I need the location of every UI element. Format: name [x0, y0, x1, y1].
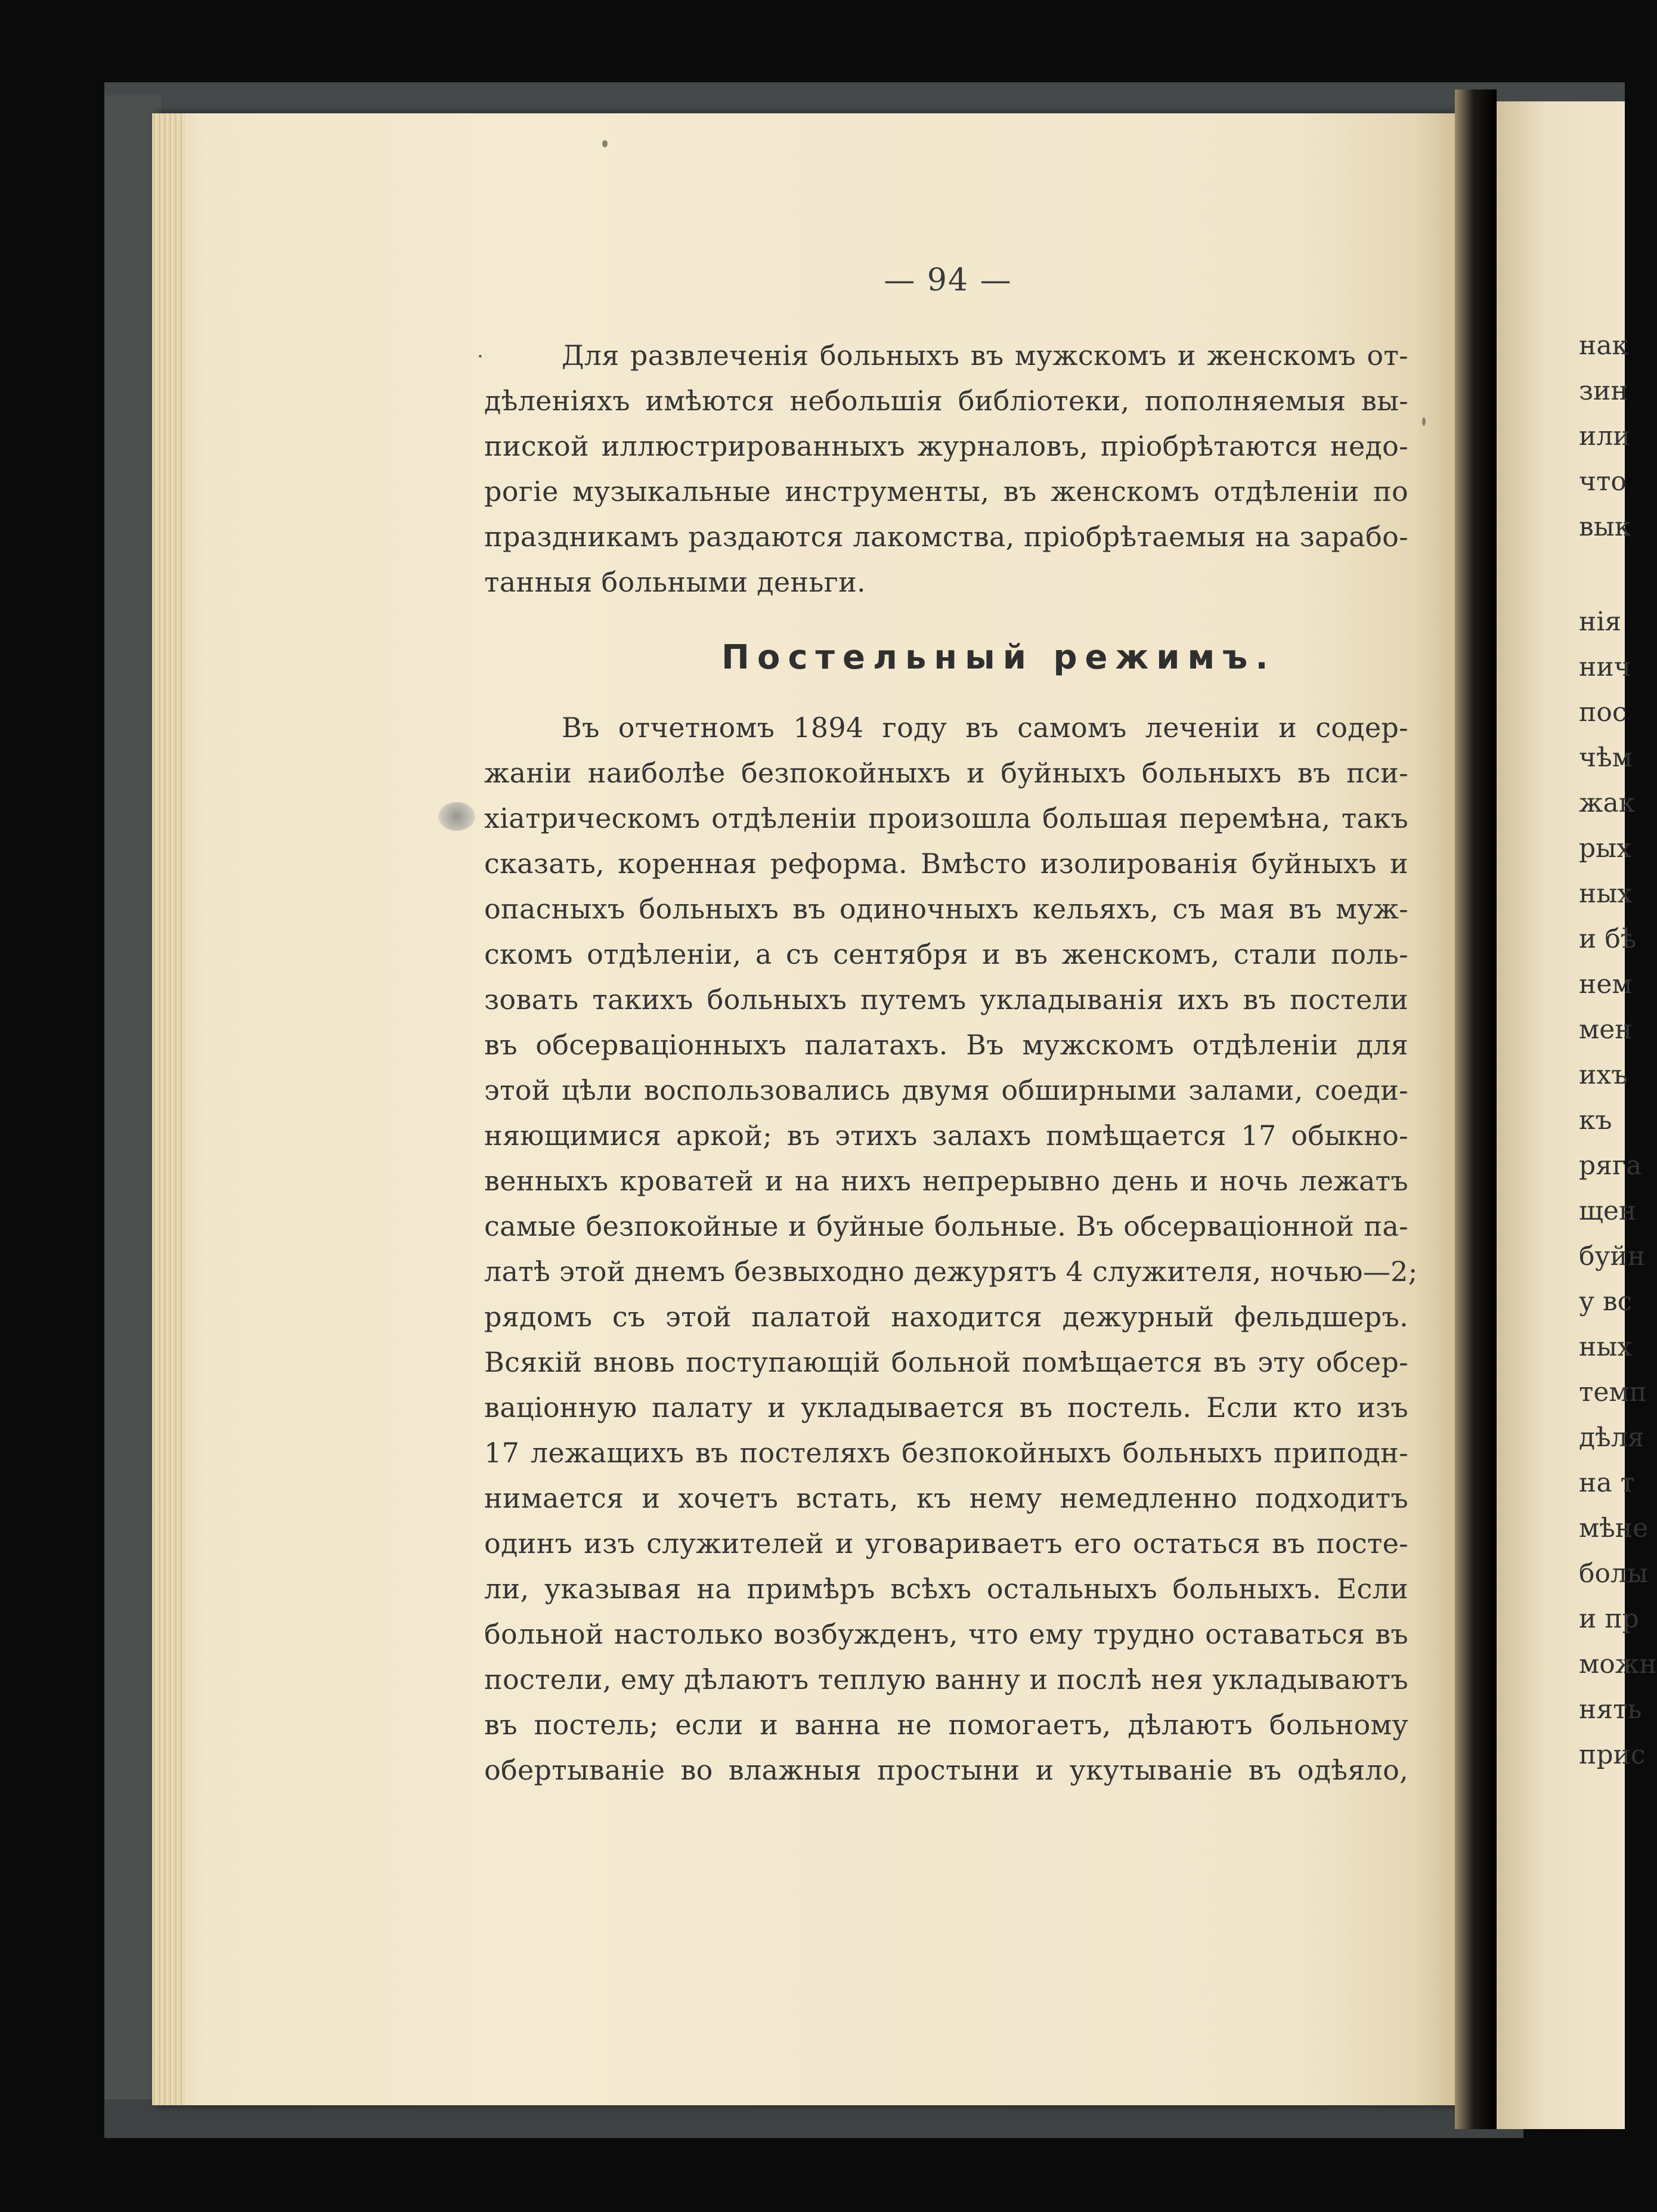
facing-line: чѣм: [1579, 743, 1633, 773]
text-line: ваціонную палату и укладывается въ постель. Если кто изъ: [484, 1391, 1408, 1424]
margin-dot: ·: [477, 345, 484, 369]
text-line: постели, ему дѣлаютъ теплую ванну и послѣ нея укладываютъ: [484, 1663, 1408, 1696]
text-line: ли, указывая на примѣръ всѣхъ остальныхъ больныхъ. Если: [484, 1573, 1408, 1605]
text-line: дѣленіяхъ имѣются небольшія библіотеки, пополняемыя вы-: [484, 385, 1408, 417]
text-line: больной настолько возбужденъ, что ему трудно оставаться въ: [484, 1618, 1408, 1650]
facing-line: буйн: [1579, 1241, 1646, 1271]
text-line: въ обсерваціонныхъ палатахъ. Въ мужскомъ отдѣленіи для: [484, 1029, 1408, 1061]
facing-line: мѣне: [1579, 1513, 1649, 1543]
text-line: нимается и хочетъ встать, къ нему немедленно подходитъ: [484, 1482, 1408, 1514]
text-line: Въ отчетномъ 1894 году въ самомъ леченіи и содер-: [562, 711, 1408, 744]
facing-line: мен: [1579, 1014, 1633, 1045]
text-line: пиской иллюстрированныхъ журналовъ, пріобрѣтаются недо-: [484, 430, 1408, 462]
text-line: Всякій вновь поступающій больной помѣщается въ эту обсер-: [484, 1346, 1408, 1378]
text-line: рядомъ съ этой палатой находится дежурный фельдшеръ.: [484, 1301, 1408, 1333]
section-heading: Постельный режимъ.: [721, 638, 1276, 677]
facing-line: ных: [1579, 1332, 1633, 1362]
facing-line: зин: [1579, 376, 1628, 406]
facing-line: къ: [1579, 1105, 1612, 1136]
text-line: одинъ изъ служителей и уговариваетъ его остаться въ посте-: [484, 1527, 1408, 1560]
text-line: скомъ отдѣленіи, а съ сентября и въ женскомъ, стали поль-: [484, 938, 1408, 970]
ink-stain: [438, 802, 475, 831]
text-line: самые безпокойные и буйные больные. Въ обсерваціонной па-: [484, 1210, 1408, 1242]
facing-line: у вс: [1579, 1286, 1633, 1317]
text-line: опасныхъ больныхъ въ одиночныхъ кельяхъ, съ мая въ муж-: [484, 893, 1408, 925]
facing-line: на т: [1579, 1468, 1635, 1498]
facing-line: болы: [1579, 1558, 1648, 1589]
facing-line: нак: [1579, 330, 1629, 361]
facing-line: ных: [1579, 878, 1633, 909]
text-line: рогіе музыкальные инструменты, въ женскомъ отдѣленіи по: [484, 475, 1408, 508]
page-edge: [152, 113, 185, 2105]
facing-line: темп: [1579, 1377, 1647, 1407]
facing-line: нять: [1579, 1694, 1642, 1725]
facing-line: рых: [1579, 833, 1631, 864]
facing-line: что: [1579, 466, 1627, 497]
facing-line: прис: [1579, 1740, 1646, 1770]
paper-speck: [1422, 417, 1426, 426]
text-line: няющимися аркой; въ этихъ залахъ помѣщается 17 обыкно-: [484, 1119, 1408, 1152]
text-line: венныхъ кроватей и на нихъ непрерывно день и ночь лежатъ: [484, 1165, 1408, 1197]
facing-line: и бѣ: [1579, 924, 1637, 954]
facing-line: нія: [1579, 607, 1622, 637]
text-line: Для развлеченія больныхъ въ мужскомъ и женскомъ от-: [562, 339, 1408, 372]
book-gutter: [1455, 89, 1497, 2129]
facing-line: ряга: [1579, 1150, 1642, 1181]
facing-line: можн: [1579, 1649, 1657, 1679]
page-number: — 94 —: [884, 262, 1012, 298]
facing-line: нич: [1579, 652, 1631, 682]
text-line: хіатрическомъ отдѣленіи произошла большая перемѣна, такъ: [484, 802, 1408, 834]
facing-line: щен: [1579, 1196, 1637, 1226]
text-line: праздникамъ раздаются лакомства, пріобрѣтаемыя на зарабо-: [484, 521, 1408, 553]
paper-speck: [602, 140, 608, 147]
text-line: сказать, коренная реформа. Вмѣсто изолированія буйныхъ и: [484, 847, 1408, 880]
facing-line: вык: [1579, 512, 1631, 542]
facing-line: и пр: [1579, 1604, 1639, 1634]
facing-line: пос: [1579, 697, 1627, 728]
text-line: танныя больными деньги.: [484, 566, 866, 598]
facing-line: ихъ: [1579, 1060, 1628, 1090]
text-line: латѣ этой днемъ безвыходно дежурятъ 4 служителя, ночью—2;: [484, 1255, 1418, 1288]
text-line: этой цѣли воспользовались двумя обширными залами, соеди-: [484, 1074, 1408, 1106]
text-line: въ постель; если и ванна не помогаетъ, дѣлаютъ больному: [484, 1709, 1408, 1741]
facing-line: жак: [1579, 788, 1636, 818]
text-line: жаніи наиболѣе безпокойныхъ и буйныхъ больныхъ въ пси-: [484, 757, 1408, 789]
facing-line: дѣля: [1579, 1422, 1644, 1453]
text-line: зовать такихъ больныхъ путемъ укладыванія ихъ въ постели: [484, 983, 1408, 1016]
facing-line: или: [1579, 421, 1631, 451]
book-cover-top: [104, 82, 1625, 118]
text-line: обертываніе во влажныя простыни и укутываніе въ одѣяло,: [484, 1754, 1408, 1786]
text-line: 17 лежащихъ въ постеляхъ безпокойныхъ больныхъ приподн-: [484, 1437, 1408, 1469]
facing-line: нем: [1579, 969, 1633, 1000]
